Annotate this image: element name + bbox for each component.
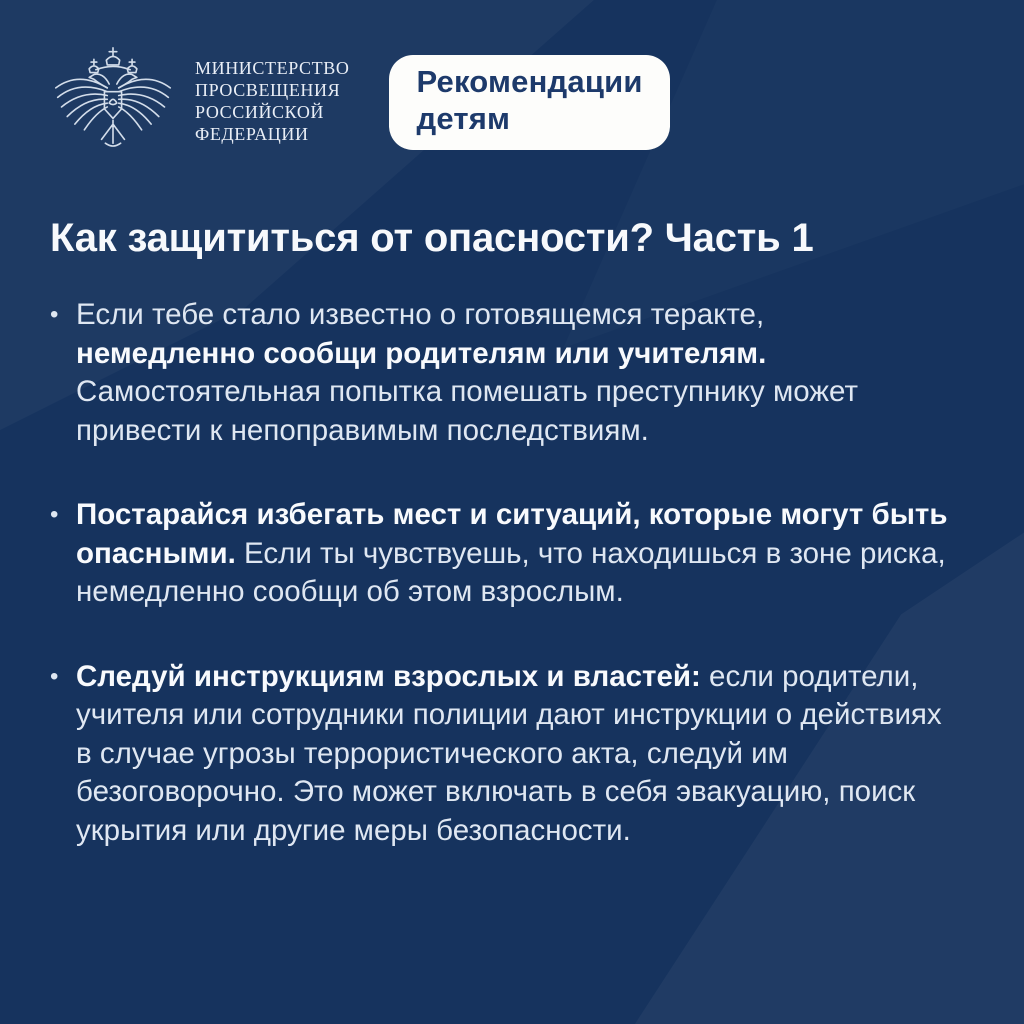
list-item-post: если родители, учителя или сотрудники полиции дают инструкции о действиях в случае угрозы террористического акта, следуй им безоговорочно. Это может включать в себя эвакуацию, поиск укрытия или другие меры безопасности. — [76, 659, 942, 847]
list-item-bold: Постарайся избегать мест и ситуаций, которые могут быть опасными. — [76, 498, 948, 570]
badge-line-1: Рекомендации — [416, 64, 643, 99]
bullet-icon: • — [50, 501, 59, 528]
bullet-icon: • — [50, 662, 59, 690]
list-item-bold: Следуй инструкциям взрослых и властей: — [76, 659, 701, 693]
list-item-text — [76, 296, 950, 450]
audience-badge — [389, 55, 669, 150]
page-title: Как защититься от опасности? Часть 1 — [50, 216, 814, 260]
header — [45, 44, 984, 168]
list-item-post: Самостоятельная попытка помешать преступнику может привести к непоправимым последствиям. — [76, 375, 858, 447]
ministry-name-line: ФЕДЕРАЦИИ — [195, 123, 309, 144]
list-item-text — [76, 496, 950, 612]
list-item — [50, 496, 950, 612]
list-item-pre: Если тебе стало известно о готовящемся теракте, — [76, 298, 765, 331]
bullet-icon: • — [50, 301, 59, 328]
list-item — [50, 658, 950, 851]
ministry-name-line: ПРОСВЕЩЕНИЯ — [195, 79, 341, 100]
list-item — [50, 296, 950, 450]
list-item-post: Если ты чувствуешь, что находишься в зоне риска, немедленно сообщи об этом взрослым. — [76, 536, 946, 608]
ministry-name — [195, 58, 349, 146]
badge-line-2: детям — [416, 100, 511, 136]
recommendations-list — [50, 296, 950, 850]
ministry-name-line: РОССИЙСКОЙ — [195, 101, 325, 122]
ministry-emblem-eagle-icon — [45, 44, 181, 168]
list-item-bold: немедленно сообщи родителям или учителям. — [76, 336, 767, 370]
ministry-name-line: МИНИСТЕРСТВО — [195, 58, 350, 78]
list-item-text — [76, 658, 950, 851]
